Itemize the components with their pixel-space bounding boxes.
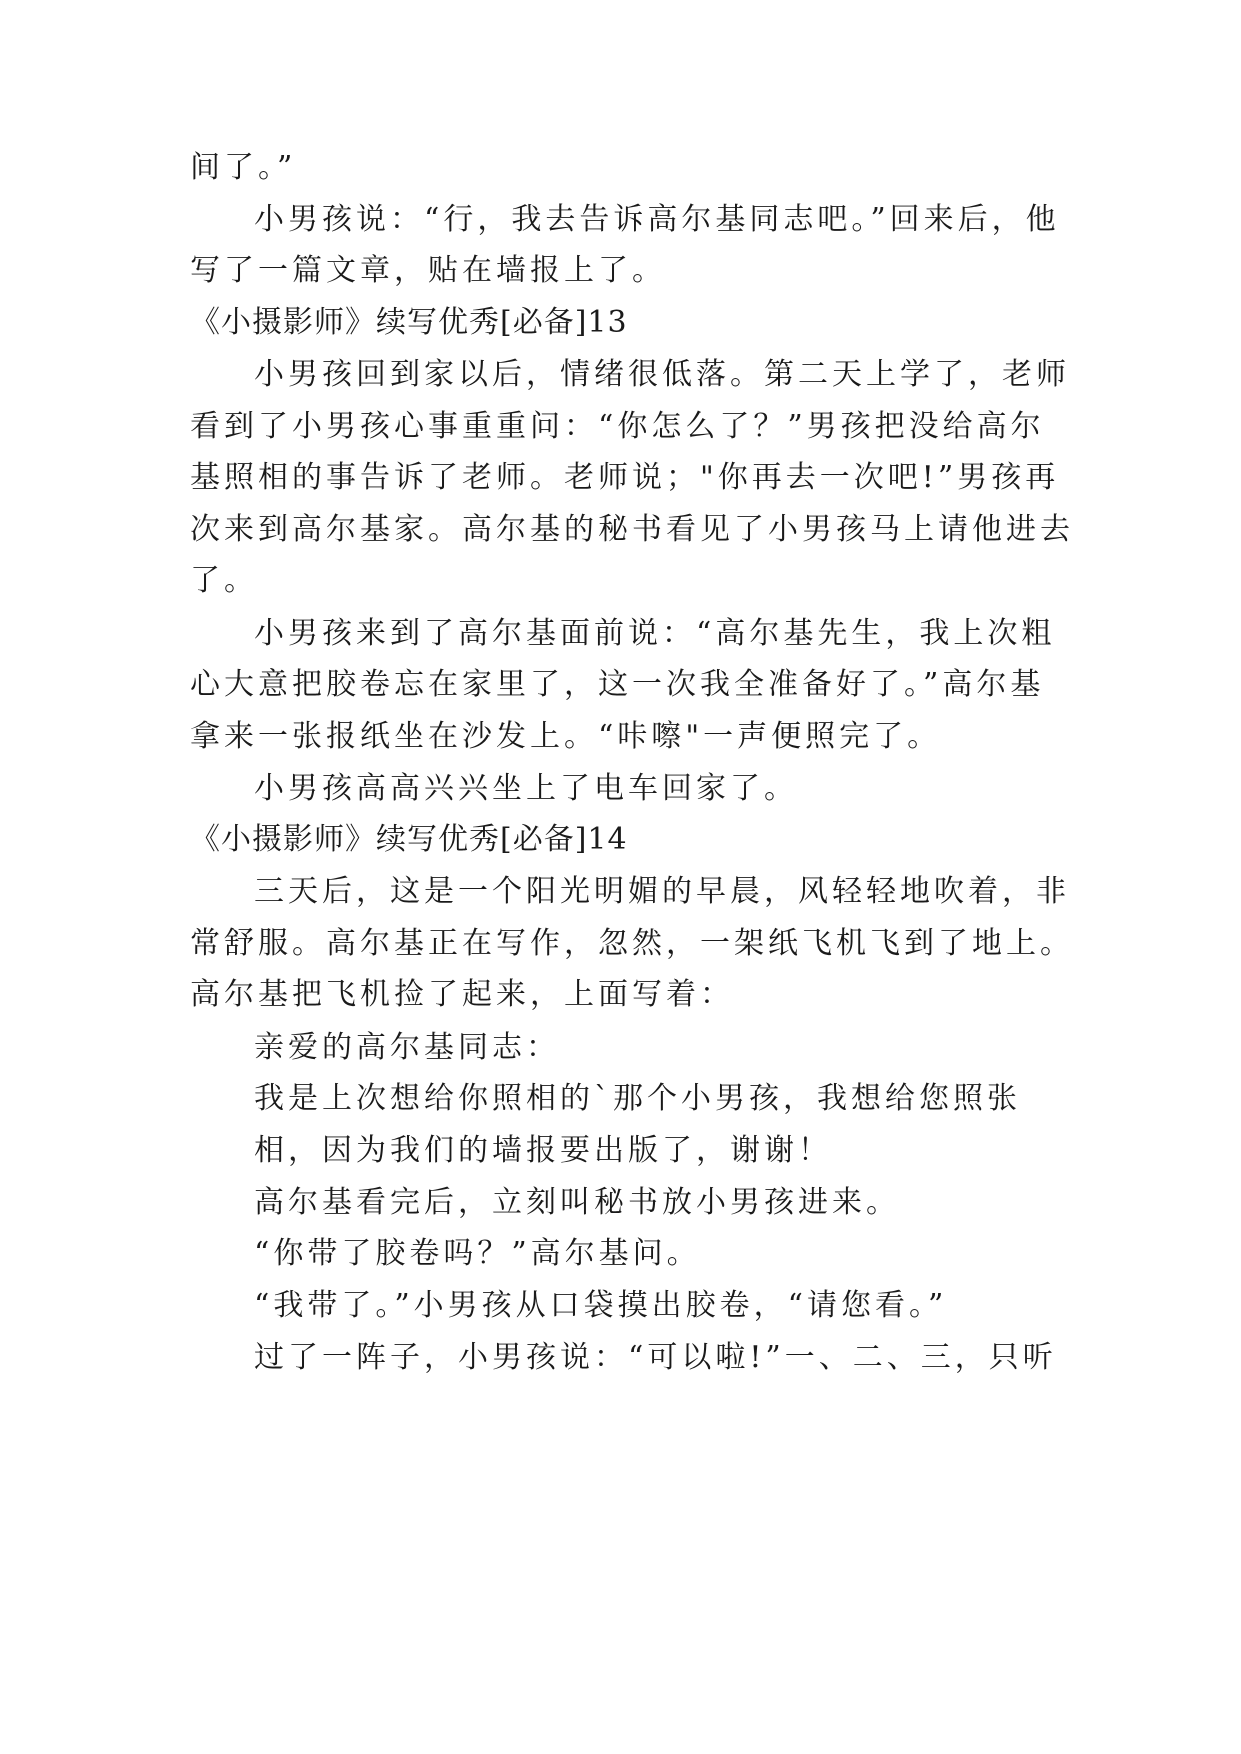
- text-line: 了。: [190, 563, 258, 598]
- text-line: 基照相的事告诉了老师。老师说；"你再去一次吧!”男孩再: [190, 460, 1060, 495]
- dialogue-line: “你带了胶卷吗？”高尔基问。: [254, 1236, 701, 1271]
- text-line: 看到了小男孩心事重重问：“你怎么了？”男孩把没给高尔: [190, 409, 1045, 444]
- text-line: 间了。”: [190, 150, 297, 185]
- letter-body-line: 相，因为我们的墙报要出版了，谢谢！: [254, 1133, 832, 1168]
- paragraph-first-line: 小男孩高高兴兴坐上了电车回家了。: [254, 771, 798, 806]
- letter-salutation: 亲爱的高尔基同志：: [254, 1030, 560, 1065]
- paragraph-first-line: 三天后，这是一个阳光明媚的早晨，风轻轻地吹着，非: [254, 874, 1070, 909]
- paragraph-first-line: 过了一阵子，小男孩说：“可以啦!”一、二、三，只听: [254, 1340, 1057, 1375]
- paragraph-first-line: 小男孩说：“行，我去告诉高尔基同志吧。”回来后，他: [254, 202, 1060, 237]
- paragraph-first-line: 高尔基看完后，立刻叫秘书放小男孩进来。: [254, 1185, 900, 1220]
- text-line: 拿来一张报纸坐在沙发上。“咔嚓"一声便照完了。: [190, 719, 942, 754]
- letter-body-line: 我是上次想给你照相的`那个小男孩，我想给您照张: [254, 1081, 1021, 1116]
- dialogue-line: “我带了。”小男孩从口袋摸出胶卷，“请您看。”: [254, 1288, 948, 1323]
- paragraph-first-line: 小男孩来到了高尔基面前说：“高尔基先生，我上次粗: [254, 616, 1056, 651]
- paragraph-first-line: 小男孩回到家以后，情绪很低落。第二天上学了，老师: [254, 357, 1070, 392]
- text-line: 次来到高尔基家。高尔基的秘书看见了小男孩马上请他进去: [190, 512, 1074, 547]
- section-heading: 《小摄影师》续写优秀[必备]13: [190, 305, 628, 340]
- text-line: 常舒服。高尔基正在写作，忽然，一架纸飞机飞到了地上。: [190, 926, 1074, 961]
- section-heading: 《小摄影师》续写优秀[必备]14: [190, 822, 628, 857]
- text-line: 心大意把胶卷忘在家里了，这一次我全准备好了。”高尔基: [190, 667, 1045, 702]
- text-line: 高尔基把飞机捡了起来，上面写着：: [190, 977, 734, 1012]
- text-line: 写了一篇文章，贴在墙报上了。: [190, 253, 666, 288]
